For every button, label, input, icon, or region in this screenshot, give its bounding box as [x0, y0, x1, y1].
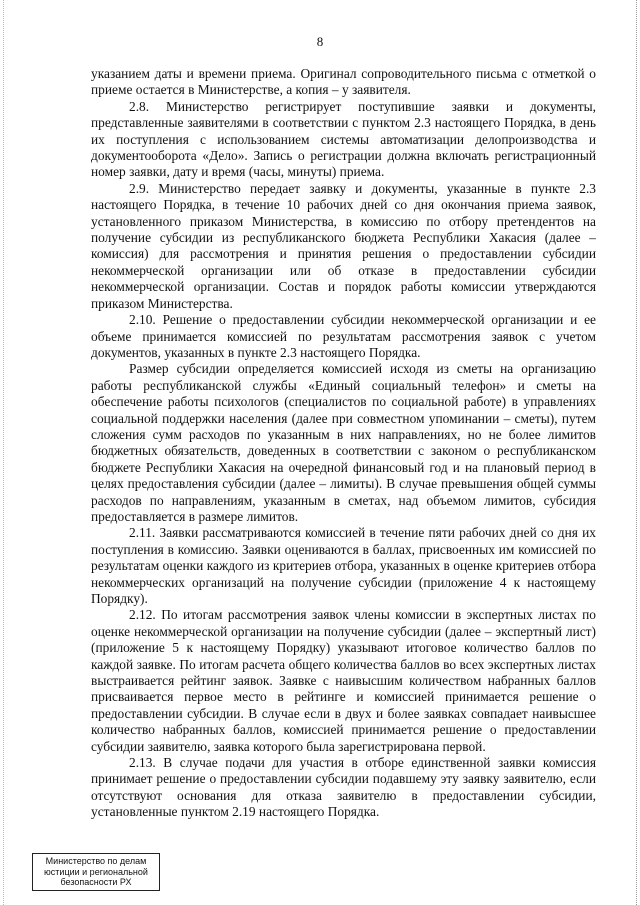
stamp-line: безопасности РХ	[60, 877, 132, 887]
paragraph-continuation: указанием даты и времени приема. Оригинал сопроводительного письма с отметкой о приеме остается в Министерстве, а копия – у заявителя.	[91, 66, 596, 98]
scan-edge-left	[3, 0, 5, 905]
paragraph-2-9: 2.9. Министерство передает заявку и документы, указанные в пункте 2.3 настоящего Порядка, в течение 10 рабочих дней со дня окончания приема заявок, установленного приказом Министерства, в комиссию по отбору претендентов на получение субсидии из республиканского бюджета Республики Хакасия (далее – комиссия) для рассмотрения и принятия решения о предоставлении субсидии некоммерческой организации или об отказе в предоставлении субсидии некоммерческой организации. Состав и порядок работы комиссии утверждаются приказом Министерства.	[91, 180, 596, 311]
document-body	[91, 66, 596, 821]
paragraph-2-13: 2.13. В случае подачи для участия в отборе единственной заявки комиссия принимает решение о предоставлении субсидии подавшему эту заявку заявителю, если отсутствуют основания для отказа заявителю в предоставлении субсидии, установленные пунктом 2.19 настоящего Порядка.	[91, 755, 596, 820]
paragraph-2-8: 2.8. Министерство регистрирует поступившие заявки и документы, представленные заявителями в соответствии с пунктом 2.3 настоящего Порядка, в день их поступления с использованием системы автоматизации делопроизводства и документооборота «Дело». Запись о регистрации должна включать регистрационный номер заявки, дату и время (часы, минуты) приема.	[91, 98, 596, 180]
scan-edge-right	[635, 0, 637, 905]
page-number: 8	[316, 34, 324, 49]
paragraph-2-10: 2.10. Решение о предоставлении субсидии некоммерческой организации и ее объеме принимается комиссией по результатам рассмотрения заявок с учетом документов, указанных в пункте 2.3 настоящего Порядка.	[91, 312, 596, 360]
stamp-line: Министерство по делам	[45, 856, 147, 866]
stamp-line: юстиции и региональной	[44, 866, 148, 877]
registration-stamp	[32, 853, 160, 891]
paragraph-2-11: 2.11. Заявки рассматриваются комиссией в течение пяти рабочих дней со дня их поступления в комиссию. Заявки оцениваются в баллах, присвоенных им комиссией по результатам оценки каждого из критериев отбора, указанных в оценке критериев отбора некоммерческих организаций на получение субсидии (приложение 4 к настоящему Порядку).	[91, 525, 596, 606]
paragraph-2-12: 2.12. По итогам рассмотрения заявок члены комиссии в экспертных листах по оценке некоммерческой организации на получение субсидии (далее – экспертный лист) (приложение 5 к настоящему Порядку) указывают итоговое количество баллов по каждой заявке. По итогам расчета общего количества баллов во всех экспертных листах выстраивается рейтинг заявок. Заявке с наивысшим количеством набранных баллов присваивается первое место в рейтинге и комиссией принимается решение о предоставлении субсидии. В случае если в двух и более заявках совпадает наивысшее количество набранных баллов, комиссией принимается решение о предоставлении субсидии заявителю, заявка которого была зарегистрирована первой.	[91, 607, 596, 754]
paragraph-subsidy-size: Размер субсидии определяется комиссией исходя из сметы на организацию работы республиканской службы «Единый социальный телефон» и сметы на обеспечение работы психологов (специалистов по социальной работе) в управлениях социальной поддержки населения (далее при совместном упоминании – сметы), путем сложения сумм расходов по указанным в них направлениях, но не более лимитов бюджетных обязательств, доведенных в соответствии с законом о республиканском бюджете Республики Хакасия на очередной финансовый год и на плановый период в целях предоставления субсидии (далее – лимиты). В случае превышения общей суммы расходов по направлениям, указанным в сметах, над объемом лимитов, субсидия предоставляется в размере лимитов.	[91, 361, 596, 524]
